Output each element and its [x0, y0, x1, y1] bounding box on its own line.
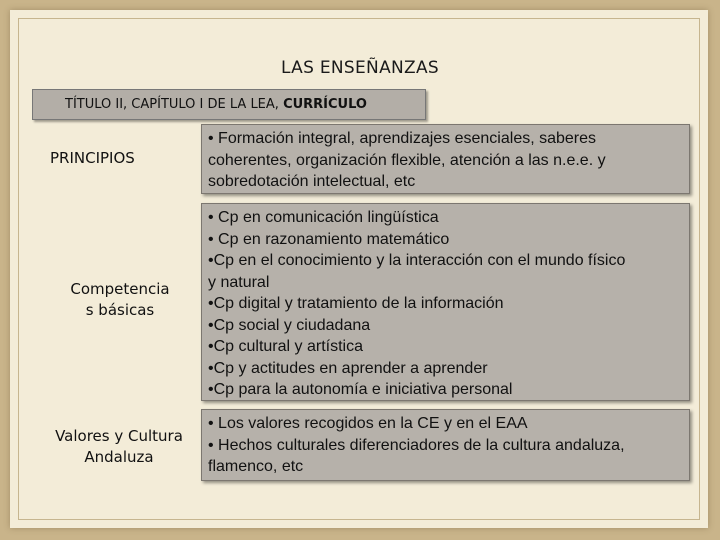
label-valores: [44, 426, 194, 468]
competencias-line: •Cp social y ciudadana: [208, 316, 371, 334]
competencias-line: •Cp en el conocimiento y la interacción con el mundo físico: [208, 252, 626, 269]
box-competencias: [201, 203, 690, 401]
box-principios: [201, 124, 690, 194]
label-competencias: [48, 279, 192, 321]
competencias-line: •Cp y actitudes en aprender a aprender: [208, 359, 488, 377]
slide-title: LAS ENSEÑANZAS: [280, 58, 439, 78]
competencias-line: •Cp digital y tratamiento de la información: [208, 295, 504, 312]
valores-line: • Los valores recogidos en la CE y en el EAA: [208, 415, 528, 432]
competencias-line: • Cp en razonamiento matemático: [208, 230, 450, 248]
competencias-line: •Cp para la autonomía e iniciativa personal: [208, 381, 513, 398]
label-competencias-line2: s básicas: [85, 301, 155, 319]
principios-line: • Formación integral, aprendizajes esenciales, saberes: [208, 130, 597, 147]
competencias-line: y natural: [208, 273, 270, 291]
section-heading-prefix: TÍTULO II, CAPÍTULO I DE LA LEA,: [65, 97, 284, 112]
principios-line: sobredotación intelectual, etc: [208, 173, 416, 190]
principios-line: coherentes, organización flexible, atención a las n.e.e. y: [208, 151, 606, 169]
competencias-line: • Cp en comunicación lingüística: [208, 209, 439, 226]
label-valores-line1: Valores y Cultura: [55, 427, 183, 445]
section-heading: [65, 97, 367, 112]
valores-line: flamenco, etc: [208, 458, 304, 475]
competencias-line: •Cp cultural y artística: [208, 338, 363, 355]
label-valores-line2: Andaluza: [84, 448, 154, 466]
section-heading-bar: [32, 89, 426, 120]
section-heading-bold: CURRÍCULO: [283, 97, 367, 112]
label-principios: PRINCIPIOS: [50, 149, 135, 167]
box-valores: [201, 409, 690, 481]
valores-line: • Hechos culturales diferenciadores de la cultura andaluza,: [208, 436, 625, 454]
label-competencias-line1: Competencia: [70, 280, 170, 298]
